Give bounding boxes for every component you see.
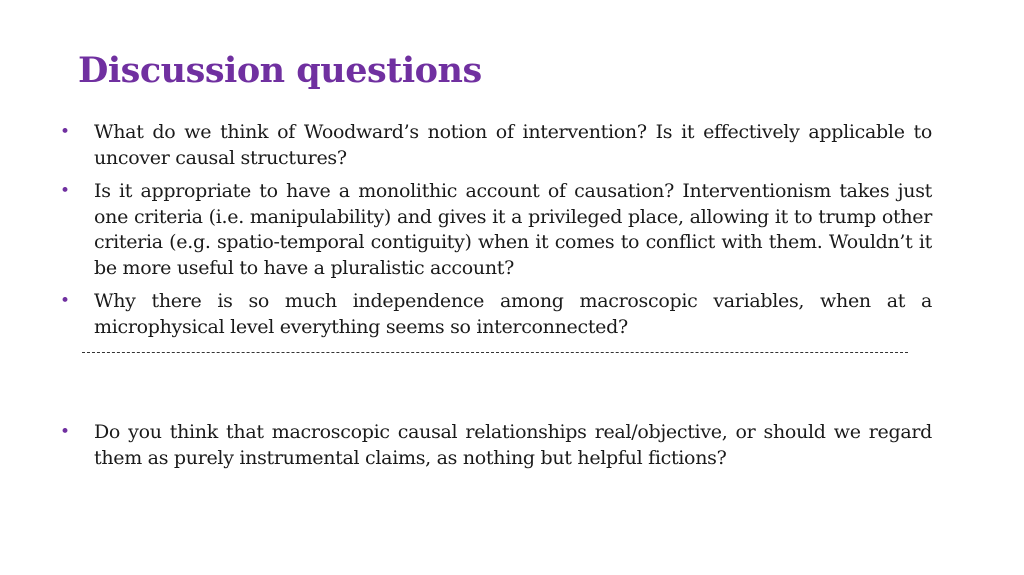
bullet-icon: •	[60, 291, 70, 311]
question-text: Why there is so much independence among macroscopic variables, when at a microphysical level everything seems so interconnected?	[94, 290, 932, 338]
bullet-icon: •	[60, 122, 70, 142]
bullet-icon: •	[60, 422, 70, 442]
question-text: Do you think that macroscopic causal relationships real/objective, or should we regard them as purely instrumental claims, as nothing but helpful fictions?	[94, 421, 932, 469]
question-item	[60, 179, 932, 281]
question-list	[60, 120, 932, 348]
question-item	[60, 120, 932, 171]
question-item	[60, 289, 932, 340]
slide-title: Discussion questions	[78, 50, 482, 91]
bullet-icon: •	[60, 181, 70, 201]
dashed-divider	[82, 352, 908, 353]
question-list-secondary	[60, 420, 932, 479]
question-text: What do we think of Woodward’s notion of intervention? Is it effectively applicable to uncover causal structures?	[94, 121, 932, 169]
question-text: Is it appropriate to have a monolithic account of causation? Interventionism takes just one criteria (i.e. manipulability) and gives it a privileged place, allowing it to trump other criteria (e.g. spatio-temporal contiguity) when it comes to conflict with them. Wouldn’t it be more useful to have a pluralistic account?	[94, 180, 932, 279]
question-item	[60, 420, 932, 471]
